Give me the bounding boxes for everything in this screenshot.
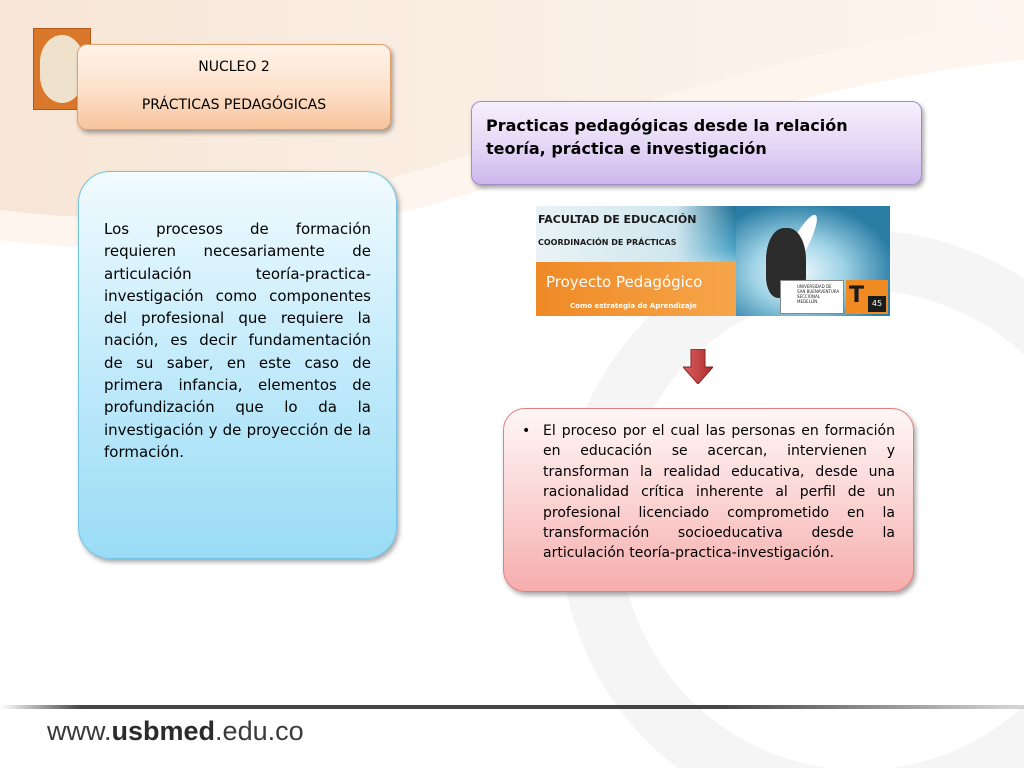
banner-header-strip [536,206,736,262]
bullet-marker: • [522,423,531,439]
down-arrow-icon [683,349,713,384]
nucleo-title: PRÁCTICAS PEDAGÓGICAS [141,97,327,113]
banner-coordination-label: COORDINACIÓN DE PRÁCTICAS [538,238,677,247]
faculty-banner-image [536,206,890,316]
education-process-text: El proceso por el cual las personas en formación en educación se acercan, intervienen y transforman la realidad educativa, desde una racionalidad crítica inherente al perfil de un profesional licenciado comprometido en la transformación socioeducativa desde la articulación teoría-practica-investigación. [543,423,895,562]
banner-strategy-label: Como estrategia de Aprendizaje [570,302,697,310]
topic-title-box [471,101,922,185]
formation-process-text: Los procesos de formación requieren necesariamente de articulación teoría-practica-investigación como componentes del profesional que requiere la nación, es decir fundamentación de su saber, en este caso de primera infancia, elementos de profundización que lo da la investigación y de proyección de la formación. [104,220,371,461]
university-logo: UNIVERSIDAD DE SAN BUENAVENTURA SECCIONAL MEDELLÍN [780,280,844,314]
anniversary-badge [846,280,888,314]
banner-project-strip [536,262,736,316]
nucleo-box [77,44,391,130]
footer-website-link[interactable] [47,716,304,747]
banner-project-label: Proyecto Pedagógico [546,273,703,291]
nucleo-number: NUCLEO 2 [198,59,270,75]
footer-url-prefix: www. [47,716,112,746]
footer-url-brand: usbmed [111,716,216,746]
list-item [522,421,895,564]
topic-title: Practicas pedagógicas desde la relación teoría, práctica e investigación [486,116,848,158]
banner-faculty-label: FACULTAD DE EDUCACIÓN [538,213,697,226]
formation-process-box [78,171,397,559]
footer-url-suffix: .edu.co [215,716,304,746]
education-process-box [503,408,914,592]
footer-divider [0,705,1024,709]
badge-letter: T [849,283,865,308]
badge-number: 45 [868,296,886,312]
